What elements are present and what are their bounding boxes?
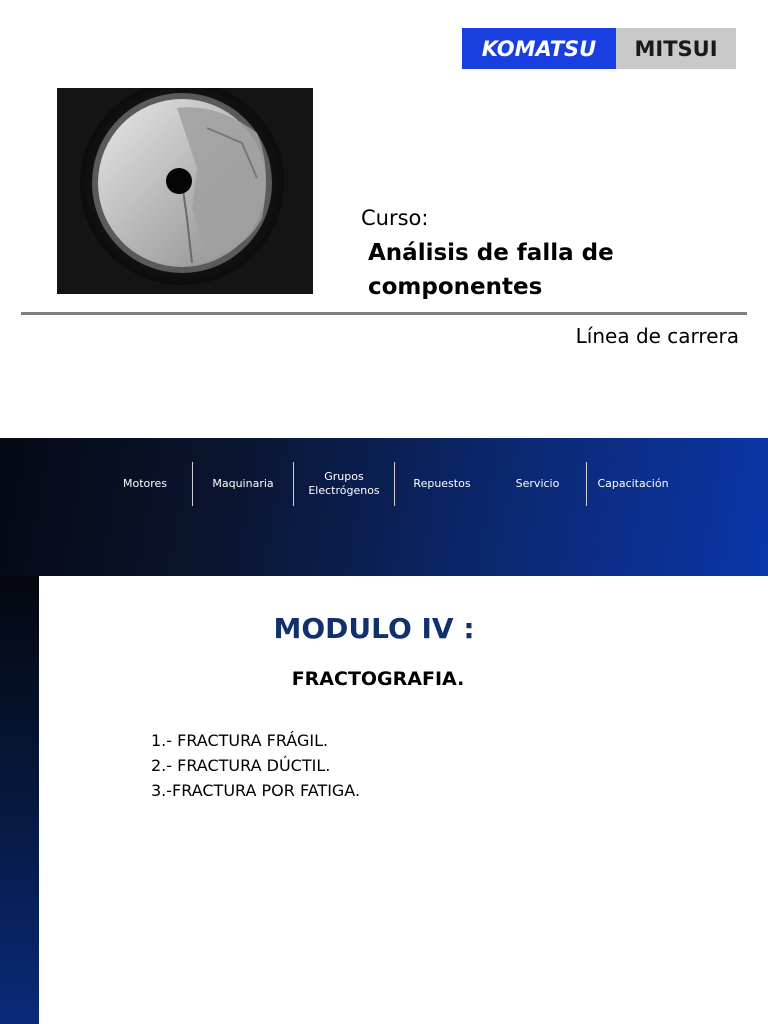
komatsu-logo: KOMATSU: [462, 28, 616, 69]
company-logo: [462, 28, 736, 69]
topic-item: 3.-FRACTURA POR FATIGA.: [151, 781, 361, 800]
nav-item-motores[interactable]: Motores: [122, 477, 168, 490]
nav-item-maquinaria[interactable]: Maquinaria: [212, 477, 274, 490]
header-divider: [21, 312, 747, 315]
nav-item-servicio[interactable]: Servicio: [515, 477, 560, 490]
topic-item: 2.- FRACTURA DÚCTIL.: [151, 756, 331, 775]
fracture-photo: [57, 88, 313, 294]
main-nav: [98, 462, 679, 506]
course-title: Análisis de falla de componentes: [368, 240, 614, 300]
mitsui-logo: MITSUI: [616, 28, 736, 69]
nav-item-capacitacion[interactable]: Capacitación: [597, 477, 669, 490]
course-label: Curso:: [361, 206, 429, 230]
nav-item-grupos-electrogenos[interactable]: Grupos Electrógenos: [308, 470, 380, 497]
topic-list: [151, 728, 360, 803]
module-title: MODULO IV :: [273, 612, 475, 645]
nav-item-repuestos[interactable]: Repuestos: [413, 477, 471, 490]
module-subtitle: FRACTOGRAFIA.: [291, 668, 465, 690]
topic-item: 1.- FRACTURA FRÁGIL.: [151, 731, 329, 750]
career-line: Línea de carrera: [575, 324, 739, 348]
nav-banner: [0, 438, 768, 576]
